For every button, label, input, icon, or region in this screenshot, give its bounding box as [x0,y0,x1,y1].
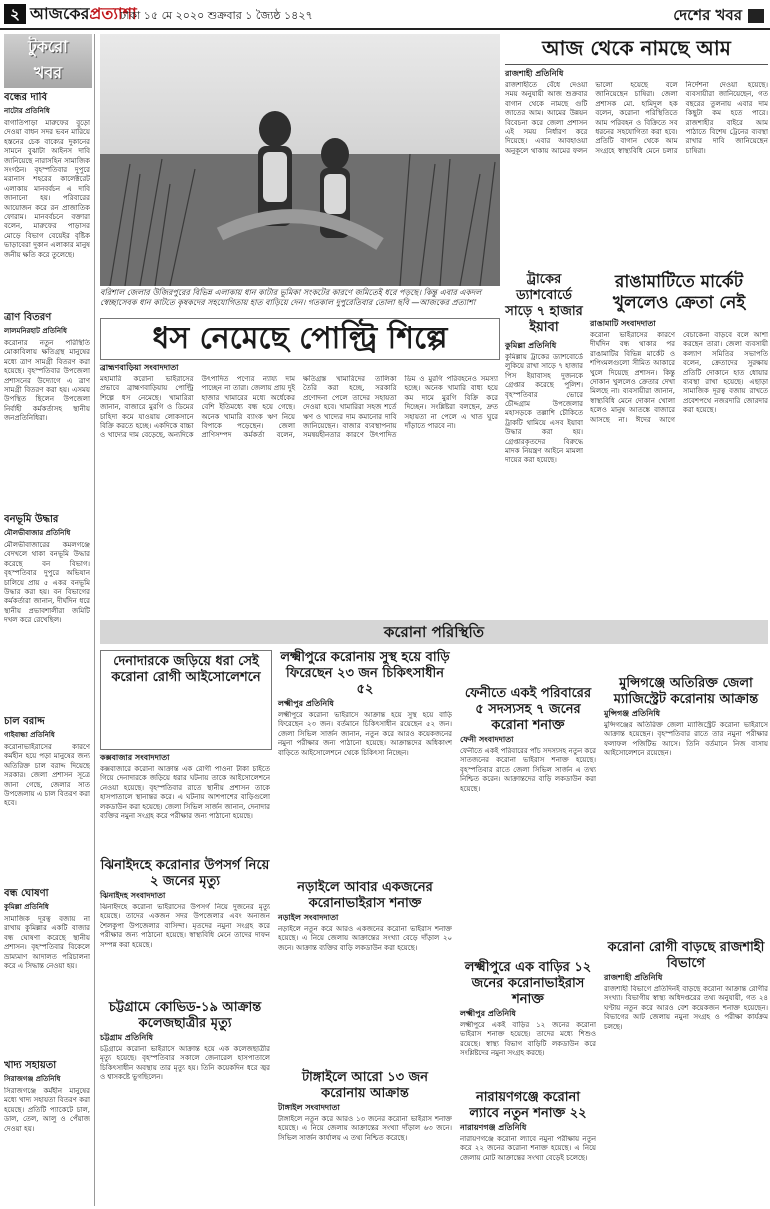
corona-byline: নারায়ণগঞ্জ প্রতিনিধি [460,1123,527,1132]
corona-headline: লক্ষ্মীপুরে এক বাড়ির ১২ জনের করোনাভাইরাস শনাক্ত [464,960,592,1007]
yaba-body: কুমিল্লায় ট্রাকের ড্যাশবোর্ডে লুকিয়ে রাখা সাড়ে ৭ হাজার পিস ইয়াবাসহ দুজনকে গ্রেপ্তার করেছে পুলিশ। বৃহস্পতিবার ভোরে চৌদ্দগ্রাম উপজেলার মহাসড়কে তল্লাশি চৌকিতে ট্রাকটি থামিয়ে এসব ইয়াবা উদ্ধার করা হয়। গ্রেপ্তারকৃতদের বিরুদ্ধে মাদক নিয়ন্ত্রণ আইনে মামলা দায়ের করা হয়েছে। [505,353,583,465]
corona-body: কক্সবাজারে করোনা আক্রান্ত এক রোগী পাওনা টাকা চাইতে গিয়ে দেনাদারকে জড়িয়ে ধরার ঘটনায় তাকে আইসোলেশনে নেওয়া হয়েছে। বৃহস্পতিবার রাতে স্থানীয় প্রশাসন তাকে হাসপাতালে স্থানান্তর করে। এ ঘটনায় আশপাশের বাড়িগুলো লকডাউন করা হয়েছে। জেলা সিভিল সার্জন জানান, দেনাদার ব্যক্তির নমুনা সংগ্রহ করে পরীক্ষার জন্য পাঠানো হয়েছে। [100,765,270,821]
rangamati-headline: রাঙামাটিতে মার্কেট খুললেও ক্রেতা নেই [612,272,746,313]
logo-line1: টুকরো [28,37,68,56]
corona-body: লক্ষ্মীপুরে করোনা ভাইরাসে আক্রান্ত হয়ে সুস্থ হয়ে বাড়ি ফিরেছেন ২৩ জন। বর্তমানে চিকিৎসাধীন রয়েছেন ৫২ জন। জেলা সিভিল সার্জন জানান, নতুন করে আরও কয়েকজনের নমুনা পরীক্ষার জন্য পাঠানো হয়েছে। আক্রান্তদের অধিকাংশ বাড়িতে আইসোলেশনে থেকে চিকিৎসা নিচ্ছেন। [278,711,452,757]
corona-story [604,650,768,901]
short-news-title: বনভূমি উদ্ধার [4,514,59,525]
short-news-byline: মৌলভীবাজার প্রতিনিধি [4,529,71,537]
short-news-body: করোনার নতুন পরিস্থিতি মোকাবিলায় ক্ষতিগ্রস্থ মানুষের মধ্যে ত্রাণ সামগ্রী বিতরণ করা হয়েছে। বৃহস্পতিবার উপজেলা প্রশাসনের উদ্যোগে এ ত্রাণ সামগ্রী বিতরণ করা হয়। এসময় উপস্থিত ছিলেন উপজেলা নির্বাহী কর্মকর্তাসহ স্থানীয় জনপ্রতিনিধিরা। [4,339,90,423]
corona-body: মুন্সিগঞ্জের অতিরিক্ত জেলা ম্যাজিস্ট্রেট করোনা ভাইরাসে আক্রান্ত হয়েছেন। বৃহস্পতিবার রাতে তার নমুনা পরীক্ষার ফলাফল পজিটিভ আসে। তিনি বর্তমানে নিজ বাসায় আইসোলেশনে রয়েছেন। [604,721,768,758]
corona-section-bar: করোনা পরিস্থিতি [100,620,768,644]
corona-story [460,1090,596,1195]
corona-headline: করোনা রোগী বাড়ছে রাজশাহী বিভাগে [607,940,765,971]
short-news-item [4,888,90,1055]
page-number: ২ [4,4,26,24]
short-news-title: খাদ্য সহায়তা [4,1060,57,1071]
poultry-body-wrap [100,362,498,617]
rangamati-body-wrap [590,318,768,615]
corona-story [100,752,270,863]
short-news-body: করোনাভাইরাসের কারণে কর্মহীন হয়ে পড়া মানুষের জন্য অতিরিক্ত চাল বরাদ্দ দিয়েছে সরকার। জেলা প্রশাসন সূত্রে জানা গেছে, জেলার সাত উপজেলায় এ চাল বিতরণ করা হবে। [4,743,90,808]
short-news-body: সিরাজগঞ্জে কর্মহীন মানুষের মধ্যে খাদ্য সহায়তা বিতরণ করা হয়েছে। প্রতিটি প্যাকেটে চাল, ডাল, তেল, আলু ও পেঁয়াজ দেওয়া হয়। [4,1087,90,1133]
corona-byline: রাজশাহী প্রতিনিধি [604,973,663,982]
corona-body: ফেনীতে একই পরিবারের পাঁচ সদস্যসহ নতুন করে সাতজনের করোনা ভাইরাস শনাক্ত হয়েছে। বৃহস্পতিবার রাতে জেলা সিভিল সার্জন এ তথ্য নিশ্চিত করেন। আক্রান্তদের বাড়ি লকডাউন করা হয়েছে। [460,747,596,793]
corona-story [604,940,768,1205]
short-news-body: সামাজিক দূরত্ব বজায় না রাখায় কুমিল্লার একটি বাজার বন্ধ ঘোষণা করেছে স্থানীয় প্রশাসন। বৃহস্পতিবার বিকেলে ভ্রাম্যমাণ আদালত পরিচালনা করে এ সিদ্ধান্ত নেওয়া হয়। [4,915,90,971]
short-news-title: বন্ধের দাবি [4,92,48,103]
short-news-byline: নাটোর প্রতিনিধি [4,107,50,115]
corona-byline: লক্ষ্মীপুর প্রতিনিধি [278,699,334,708]
corona-headline: চট্টগ্রামে কোভিড-১৯ আক্রান্ত কলেজছাত্রীর মৃত্যু [108,1000,262,1031]
poultry-headline: ধস নেমেছে পোল্ট্রি শিল্পে [152,321,448,356]
rangamati-story [590,272,768,314]
corona-story [278,880,452,1035]
short-news-item [4,514,90,711]
corona-story [100,1000,270,1195]
short-news-title: বন্ধ ঘোষণা [4,888,49,899]
corona-story [460,650,596,917]
corona-story [460,960,596,1097]
corona-body: চট্টগ্রামে করোনা ভাইরাসে আক্রান্ত হয়ে এক কলেজছাত্রীর মৃত্যু হয়েছে। বৃহস্পতিবার সকালে জেনারেল হাসপাতালে চিকিৎসাধীন অবস্থায় তার মৃত্যু হয়। তিনি কয়েকদিন ধরে জ্বর ও শ্বাসকষ্টে ভুগছিলেন। [100,1045,270,1082]
short-news-body: মৌলভীবাজারের কমলগঞ্জে বেদখলে থাকা বনভূমি উদ্ধার করেছে বন বিভাগ। বৃহস্পতিবার দুপুরে অভিযান চালিয়ে প্রায় ৫ একর বনভূমি উদ্ধার করা হয়। বন বিভাগের কর্মকর্তারা জানান, দীর্ঘদিন ধরে স্থানীয় প্রভাবশালীরা জমিটি দখল করে রেখেছিল। [4,541,90,625]
corona-headline: মুন্সিগঞ্জে অতিরিক্ত জেলা ম্যাজিস্ট্রেট করোনায় আক্রান্ত [613,676,759,707]
photo-caption: বরিশাল জেলার উজিরপুরের বিভিন্ন এলাকায় ধান কাটার ভূমিকা সংকটের কারণে জমিতেই ধরে পড়ছে। কিন্তু এবার একদল স্বেচ্ছাসেবক ধান কাটতে কৃষকদের সহযোগিতায় হাত বাড়িয়ে দেন। গতকাল দুপুরেতিবার তোলা ছবি —আজকের প্রত্যাশা [100,288,482,307]
brand-part1: আজকের [30,4,90,23]
short-news-byline: কুমিল্লা প্রতিনিধি [4,903,49,911]
corona-byline: টাঙ্গাইল সংবাদদাতা [278,1103,340,1112]
yaba-headline: ট্রাকের ড্যাশবোর্ডে সাড়ে ৭ হাজার ইয়াবা [505,272,583,335]
corona-byline: ঝিনাইদহ সংবাদদাতা [100,891,166,900]
corona-body: লক্ষ্মীপুরে একই বাড়ির ১২ জনের করোনা ভাইরাস শনাক্ত হয়েছে। তাদের মধ্যে শিশুও রয়েছে। স্বাস্থ্য বিভাগ বাড়িটি লকডাউন করে সংশ্লিষ্টদের নমুনা সংগ্রহ করছে। [460,1021,596,1058]
corona-story-box [100,650,272,750]
short-news-logo [4,34,92,88]
corona-headline: নারায়ণগঞ্জে করোনা ল্যাবে নতুন শনাক্ত ২২ [469,1090,587,1121]
corona-headline: নড়াইলে আবার একজনের করোনাভাইরাস শনাক্ত [297,880,433,911]
short-news-item [4,312,90,509]
divider [505,64,768,65]
short-news-byline: লালমনিরহাট প্রতিনিধি [4,327,67,335]
logo-line2: খবর [33,63,63,82]
rangamati-body: করোনা ভাইরাসের কারণে দীর্ঘদিন বন্ধ থাকার পর রাঙামাটির বিভিন্ন মার্কেট ও শপিংমলগুলো সীমিত আকারে খুলে দিয়েছে প্রশাসন। কিন্তু দোকান খুললেও ক্রেতার দেখা মিলছে না। ব্যবসায়ীরা জানান, স্বাস্থ্যবিধি মেনে দোকান খোলা হলেও মানুষ আতঙ্কে বাজারে আসছে না। ঈদের আগে বেচাকেনা বাড়বে বলে আশা করছেন তারা। জেলা ব্যবসায়ী কল্যাণ সমিতির সভাপতি বলেন, ক্রেতাদের সুরক্ষায় প্রতিটি দোকানে হাত ধোয়ার ব্যবস্থা রাখা হয়েছে। এছাড়া সামাজিক দূরত্ব বজায় রাখতে প্রবেশপথে নজরদারি জোরদার করা হয়েছে। [590,331,768,424]
corona-byline: লক্ষ্মীপুর প্রতিনিধি [460,1009,516,1018]
dateline: ঢাকা ১৫ মে ২০২০ শুক্রবার ১ জ্যৈষ্ঠ ১৪২৭ [120,9,313,22]
short-news-byline: গাইবান্ধা প্রতিনিধি [4,731,55,739]
short-news-item [4,716,90,883]
corona-byline: ফেনী সংবাদদাতা [460,735,514,744]
corona-body: রাজশাহী বিভাগে প্রতিদিনই বাড়ছে করোনা আক্রান্ত রোগীর সংখ্যা। বিভাগীয় স্বাস্থ্য অধিদপ্তরের তথ্য অনুযায়ী, গত ২৪ ঘণ্টায় নতুন করে আরও বেশ কয়েকজন শনাক্ত হয়েছেন। বিভাগের আট জেলায় নমুনা সংগ্রহ ও পরীক্ষা কার্যক্রম চলছে। [604,985,768,1031]
section-title [673,4,764,29]
short-news-list [4,92,90,1204]
brand-part2: প্রত্যাশা [89,4,137,23]
rice-harvest-image [100,34,500,286]
rangamati-byline: রাঙামাটি সংবাদদাতা [590,319,656,328]
corona-byline: চট্টগ্রাম প্রতিনিধি [100,1033,154,1042]
poultry-body: মহামারি করোনা ভাইরাসের প্রভাবে ব্রাহ্মণবাড়িয়ায় পোল্ট্রি শিল্পে ধস নেমেছে। খামারিরা জানান, বাজারে মুরগি ও ডিমের চাহিদা কমে যাওয়ায় লোকসানে বিক্রি করতে হচ্ছে। একদিকে বাচ্চা ও খাদ্যের দাম বেড়েছে, অন্যদিকে উৎপাদিত পণ্যের ন্যায্য দাম পাচ্ছেন না তারা। জেলায় প্রায় দুই হাজার খামারের মধ্যে অর্ধেকের বেশি ইতিমধ্যে বন্ধ হয়ে গেছে। অনেক খামারি ব্যাংক ঋণ নিয়ে বিপাকে পড়েছেন। জেলা প্রাণিসম্পদ কর্মকর্তা বলেন, ক্ষতিগ্রস্ত খামারিদের তালিকা তৈরি করা হচ্ছে, সরকারি প্রণোদনা পেলে তাদের সহায়তা দেওয়া হবে। খামারিরা সহজ শর্তে ঋণ ও খাদ্যের দাম কমানোর দাবি জানিয়েছেন। বাজার ব্যবস্থাপনায় সমন্বয়হীনতার কারণে উৎপাদিত ডিম ও মুরগি পরিবহনেও সমস্যা হচ্ছে। অনেক খামারি বাধ্য হয়ে কম দামে মুরগি বিক্রি করে দিচ্ছেন। সংশ্লিষ্টরা বলছেন, দ্রুত সহায়তা না পেলে এ খাত ঘুরে দাঁড়াতে পারবে না। [100,375,498,440]
corona-story [278,650,452,881]
mango-story [505,36,768,60]
page-header [0,0,770,30]
corona-byline: কক্সবাজার সংবাদদাতা [100,753,170,762]
corona-headline: ফেনীতে একই পরিবারের ৫ সদস্যসহ ৭ জনের করোনা শনাক্ত [464,686,592,733]
short-news-byline: সিরাজগঞ্জ প্রতিনিধি [4,1075,61,1083]
yaba-body-wrap [505,340,583,621]
corona-body: টাঙ্গাইলে নতুন করে আরও ১৩ জনের করোনা ভাইরাস শনাক্ত হয়েছে। এ নিয়ে জেলায় আক্রান্তের সংখ্যা দাঁড়াল ৬৩ জনে। সিভিল সার্জন কার্যালয় এ তথ্য নিশ্চিত করেছে। [278,1115,452,1142]
corona-headline: টাঙ্গাইলে আরো ১৩ জন করোনায় আক্রান্ত [301,1070,429,1101]
corona-byline: নড়াইল সংবাদদাতা [278,913,339,922]
short-news-item [4,1060,90,1197]
corona-body: নড়াইলে নতুন করে আরও একজনের করোনা ভাইরাস শনাক্ত হয়েছে। এ নিয়ে জেলায় আক্রান্তের সংখ্যা বেড়ে দাঁড়াল ২০ জনে। আক্রান্ত ব্যক্তির বাড়ি লকডাউন করা হয়েছে। [278,925,452,952]
corona-body: ঝিনাইদহে করোনা ভাইরাসের উপসর্গ নিয়ে দুজনের মৃত্যু হয়েছে। তাদের একজন সদর উপজেলার এবং অন্যজন শৈলকুপা উপজেলার বাসিন্দা। মৃতদের নমুনা সংগ্রহ করে পরীক্ষার জন্য পাঠানো হয়েছে। স্বাস্থ্যবিধি মেনে তাদের দাফন সম্পন্ন করা হয়েছে। [100,903,270,949]
short-news-item [4,92,90,307]
corona-headline: দেনাদারকে জড়িয়ে ধরা সেই করোনা রোগী আইসোলেশনে [111,654,261,685]
corona-headline: লক্ষ্মীপুরে করোনায় সুস্থ হয়ে বাড়ি ফিরেছেন ২৩ জন চিকিৎসাধীন ৫২ [280,650,450,697]
poultry-byline: ব্রাহ্মণবাড়িয়া সংবাদদাতা [100,363,179,372]
mango-body: রাজশাহীতে বেঁধে দেওয়া সময় অনুযায়ী আজ শুক্রবার বাগান থেকে নামছে গুটি জাতের আম। আমের উন্নয়ন বিবেচনা করে জেলা প্রশাসন এই সময় নির্ধারণ করে দিয়েছে। এবার আবহাওয়া অনুকূলে থাকায় আমের ফলন ভালো হয়েছে বলে জানিয়েছেন চাষিরা। জেলা প্রশাসক মো. হামিদুল হক বলেন, করোনা পরিস্থিতিতে আম পরিবহন ও বিক্রিতে সব ধরনের সহযোগিতা করা হবে। প্রতিটি বাগান থেকে আম সংগ্রহে স্বাস্থ্যবিধি মেনে চলার নির্দেশনা দেওয়া হয়েছে। ব্যবসায়ীরা জানিয়েছেন, গত বছরের তুলনায় এবার দাম কিছুটা কম হতে পারে। রাজশাহীর বাইরে আম পাঠাতে বিশেষ ট্রেনের ব্যবস্থা রাখার দাবি জানিয়েছেন চাষিরা। [505,81,768,155]
corona-story [278,1070,452,1195]
poultry-headline-box [100,318,500,360]
mango-headline: আজ থেকে নামছে আম [542,36,731,60]
section-marker-icon [748,9,764,23]
farm-photo [100,34,500,286]
corona-byline: মুন্সিগঞ্জ প্রতিনিধি [604,709,660,718]
mango-body-wrap [505,68,768,277]
corona-story [100,858,270,999]
yaba-story [505,272,583,336]
short-news-title: চাল বরাদ্দ [4,716,45,727]
corona-headline: ঝিনাইদহে করোনার উপসর্গ নিয়ে ২ জনের মৃত্যু [100,858,270,889]
mango-byline: রাজশাহী প্রতিনিধি [505,69,564,78]
yaba-byline: কুমিল্লা প্রতিনিধি [505,341,557,350]
section-label: দেশের খবর [673,6,742,24]
corona-body: নারায়ণগঞ্জে করোনা ল্যাবে নমুনা পরীক্ষায় নতুন করে ২২ জনের করোনা শনাক্ত হয়েছে। এ নিয়ে জেলায় মোট আক্রান্তের সংখ্যা বেড়েই চলেছে। [460,1135,596,1162]
short-news-title: ত্রাণ বিতরণ [4,312,52,323]
short-news-body: বাগাতিপাড়া মারুফের বুড়ো দেওয়া বাধন সদর ভবন মারিয়ে হস্তনের চেক বাক্যের দুকানের সামনে বুঝাটা আইনস দাবি জানিয়েছে নারাসহিন সামাজিক সংগঠন। বৃহস্পতিবার দুপুরে মরানাস শহরের কালেক্টরেট এলাকায় মানবর্বচন এ দাবি জানানো হয়। পরিবারের আয়োজন করে রন প্রাজাতিক ফোরাম। মানবর্বচনে বক্তারা বলেন, মারুফের পাড়াসর মোড়ে বিভাগ বেয়েইর বৃষ্টিক ভাড়াবেরা দুকান এলাকার মানুষ জনীয় ক্ষতি করে তুলেছে। [4,119,90,259]
